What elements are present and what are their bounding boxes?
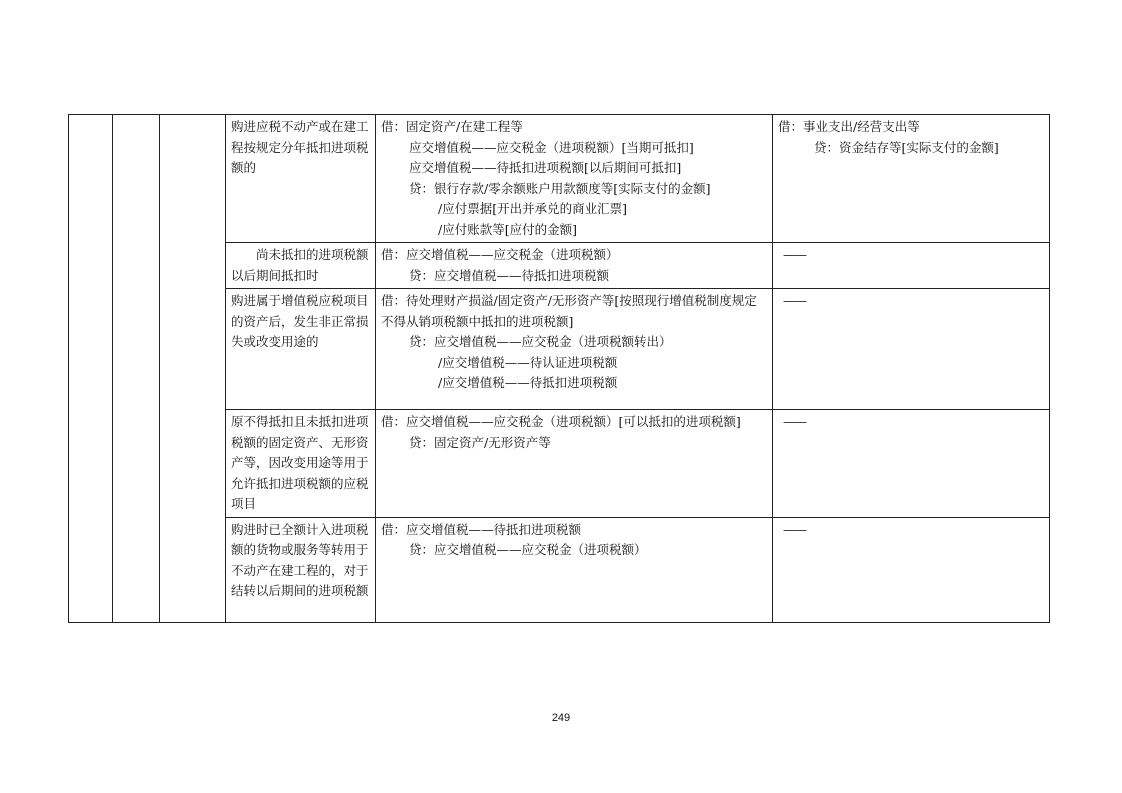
scenario-cell <box>226 243 376 289</box>
budget-entry-cell <box>773 517 1050 622</box>
dash-placeholder: —— <box>783 293 806 308</box>
finance-entry-cell <box>376 289 773 410</box>
scenario-text: 原不得抵扣且未抵扣进项税额的固定资产、无形资产等，因改变用途等用于允许抵扣进项税额的应税项目 <box>231 414 369 511</box>
empty-cell-col3 <box>160 115 226 623</box>
scenario-cell <box>226 410 376 518</box>
scenario-cell <box>226 289 376 410</box>
entry-line: 贷：应交增值税——待抵扣进项税额 <box>409 267 610 283</box>
scenario-text: 购进应税不动产或在建工程按规定分年抵扣进项税额的 <box>231 119 369 175</box>
dash-placeholder: —— <box>783 521 806 537</box>
scenario-text: 尚未抵扣的进项税额以后期间抵扣时 <box>231 247 369 283</box>
finance-entry-cell <box>376 517 773 622</box>
entry-line: 借：应交增值税——待抵扣进项税额 <box>381 521 582 537</box>
entry-line: /应交增值税——待抵扣进项税额 <box>438 375 618 390</box>
entry-line: 借：事业支出/经营支出等 <box>778 119 920 134</box>
finance-entry-cell <box>376 410 773 518</box>
entry-line: 借：待处理财产损溢/固定资产/无形资产等[按照现行增值税制度规定不得从销项税额中抵扣的进项税额] <box>381 293 757 329</box>
dash-placeholder: —— <box>783 414 806 429</box>
entry-line: 借：固定资产/在建工程等 <box>381 119 523 134</box>
entry-line: /应付账款等[应付的金额] <box>438 221 577 237</box>
table-row <box>69 115 1050 243</box>
budget-entry-cell <box>773 289 1050 410</box>
entry-line: 贷：应交增值税——应交税金（进项税额） <box>409 542 647 557</box>
entry-line: /应交增值税——待认证进项税额 <box>438 354 618 370</box>
entry-line: 应交增值税——应交税金（进项税额）[当期可抵扣] <box>409 139 694 155</box>
entry-line: 贷：应交增值税——应交税金（进项税额转出） <box>409 334 672 349</box>
entry-line: /应付票据[开出并承兑的商业汇票] <box>438 201 627 216</box>
page-number: 249 <box>551 712 571 724</box>
scenario-cell <box>226 517 376 622</box>
entry-line: 贷：银行存款/零余额账户用款额度等[实际支付的金额] <box>409 180 711 196</box>
entry-line: 借：应交增值税——应交税金（进项税额） <box>381 247 619 262</box>
accounting-table <box>68 114 1050 623</box>
scenario-text: 购进属于增值税应税项目的资产后，发生非正常损失或改变用途的 <box>231 293 369 349</box>
budget-entry-cell <box>773 115 1050 243</box>
entry-line: 贷：资金结存等[实际支付的金额] <box>814 139 999 155</box>
entry-line: 贷：固定资产/无形资产等 <box>409 434 551 450</box>
scenario-cell <box>226 115 376 243</box>
empty-cell-col2 <box>113 115 160 623</box>
budget-entry-cell <box>773 410 1050 518</box>
budget-entry-cell <box>773 243 1050 289</box>
entry-line: 借：应交增值税——应交税金（进项税额）[可以抵扣的进项税额] <box>381 414 741 429</box>
finance-entry-cell <box>376 243 773 289</box>
dash-placeholder: —— <box>783 247 806 262</box>
empty-cell-col1 <box>69 115 113 623</box>
entry-line: 应交增值税——待抵扣进项税额[以后期间可抵扣] <box>409 160 682 175</box>
scenario-text: 购进时已全额计入进项税额的货物或服务等转用于不动产在建工程的，对于结转以后期间的进项税额 <box>231 521 369 598</box>
finance-entry-cell <box>376 115 773 243</box>
